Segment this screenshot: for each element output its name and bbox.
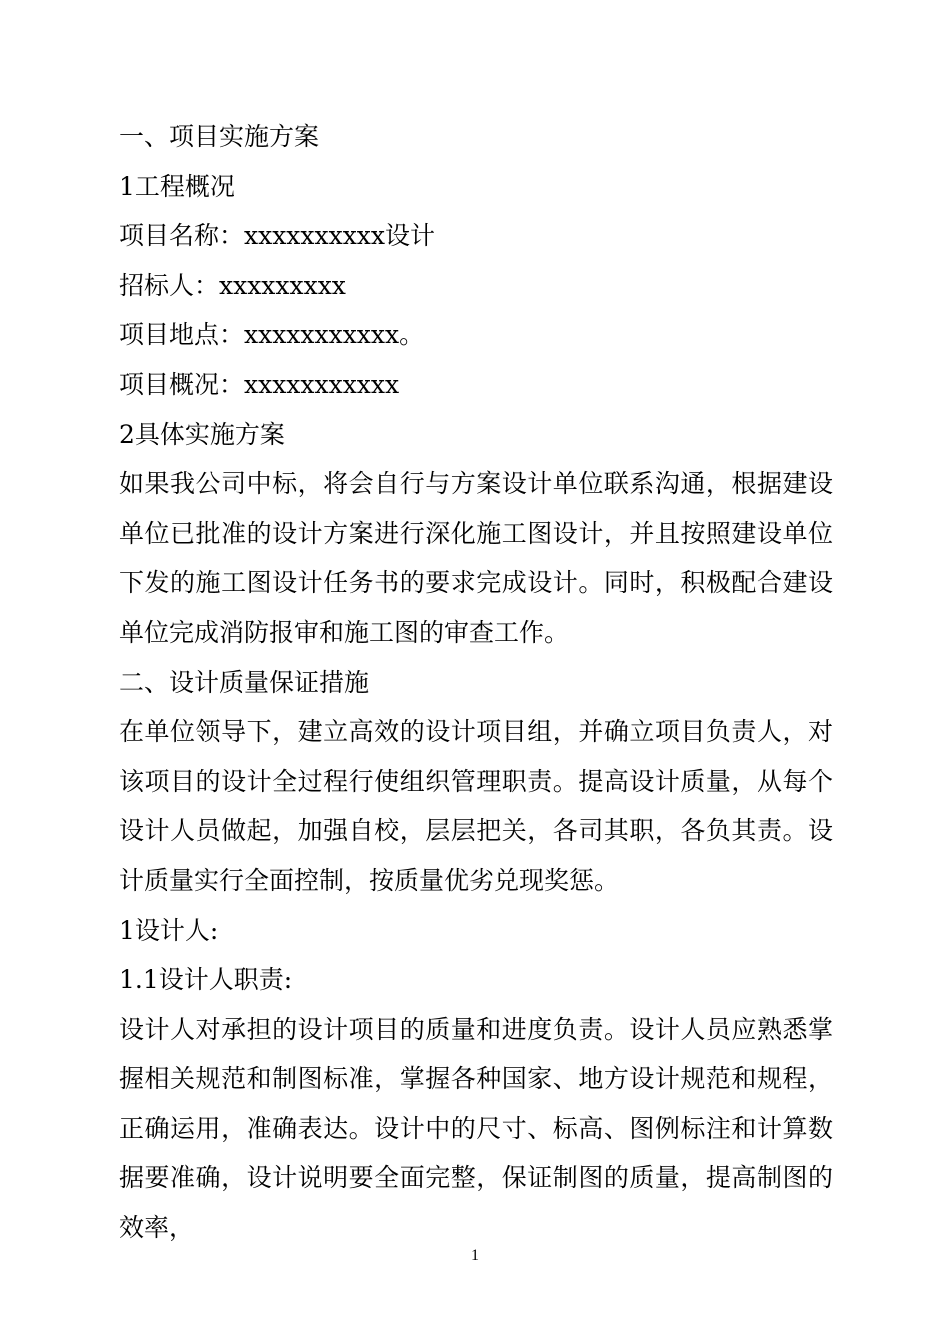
designer-duty-heading: 1.1设计人职责: bbox=[119, 965, 293, 995]
quality-assurance-paragraph: 在单位领导下，建立高效的设计项目组，并确立项目负责人，对该项目的设计全过程行使组织管理职责。提高设计质量，从每个设计人员做起，加强自校，层层把关，各司其职，各负其责。设计质量实行全面控制，按质量优劣兑现奖惩。 bbox=[119, 717, 833, 895]
project-location-line: 项目地点：xxxxxxxxxxx。 bbox=[119, 320, 425, 350]
page-content bbox=[119, 112, 833, 1253]
project-overview-line: 项目概况：xxxxxxxxxxx bbox=[119, 369, 400, 399]
designer-duty-paragraph: 设计人对承担的设计项目的质量和进度负责。设计人员应熟悉掌握相关规范和制图标准，掌握各种国家、地方设计规范和规程，正确运用，准确表达。设计中的尺寸、标高、图例标注和计算数据要准确，设计说明要全面完整，保证制图的质量，提高制图的效率， bbox=[119, 1014, 833, 1243]
designer-heading: 1设计人: bbox=[119, 915, 219, 945]
subsection-heading-implementation: 2具体实施方案 bbox=[119, 419, 285, 449]
section-heading-1: 一、项目实施方案 bbox=[119, 122, 320, 151]
subsection-heading-project-overview: 1工程概况 bbox=[119, 171, 235, 201]
section-heading-2: 二、设计质量保证措施 bbox=[119, 667, 370, 697]
tenderer-line: 招标人：xxxxxxxxx bbox=[119, 270, 346, 300]
implementation-paragraph: 如果我公司中标，将会自行与方案设计单位联系沟通，根据建设单位已批准的设计方案进行深化施工图设计，并且按照建设单位下发的施工图设计任务书的要求完成设计。同时，积极配合建设单位完成消防报审和施工图的审查工作。 bbox=[119, 469, 833, 647]
project-name-line: 项目名称：xxxxxxxxxx设计 bbox=[119, 221, 435, 251]
page-number: 1 bbox=[471, 1247, 479, 1264]
